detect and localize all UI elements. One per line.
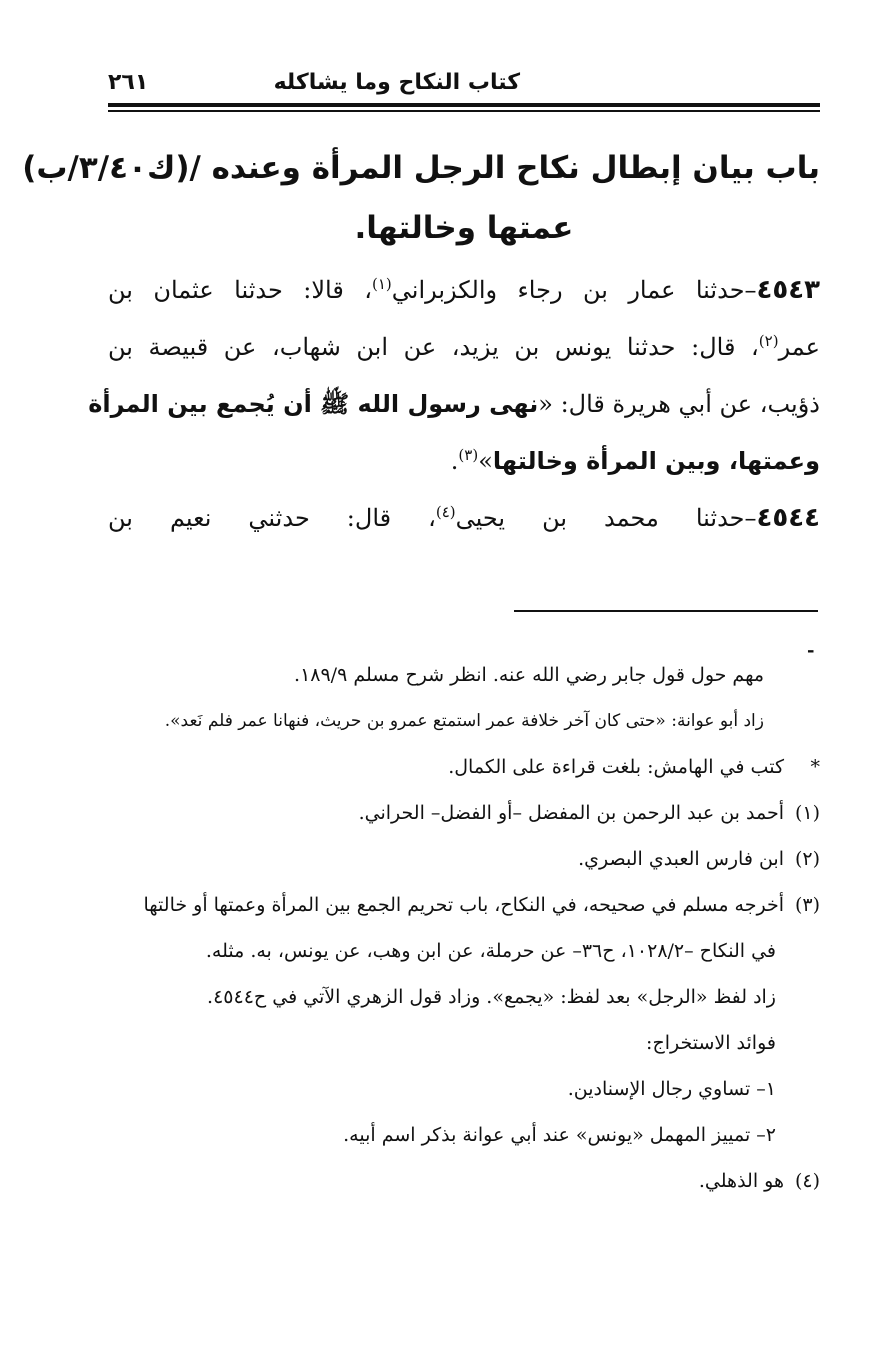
footnote-star bbox=[108, 744, 820, 790]
footnote-3-line-6: ٢– تمييز المهمل «يونس» عند أبي عوانة بذكر اسم أبيه. bbox=[343, 1124, 776, 1146]
footnote-2-marker: (٢) bbox=[794, 848, 820, 870]
footnote-1-text: أحمد بن عبد الرحمن بن المفضل –أو الفضل– الحراني. bbox=[358, 802, 784, 824]
footnote-ref-2: (٢) bbox=[758, 332, 779, 350]
footnote-separator bbox=[514, 610, 818, 612]
chapter-title-line-1: باب بيان إبطال نكاح الرجل المرأة وعنده /(ك٣/٤٠/ب) bbox=[22, 150, 820, 186]
hadith-4543-quote-close: » bbox=[478, 447, 493, 475]
footnote-3-marker: (٣) bbox=[794, 894, 820, 916]
footnote-continued-2: زاد أبو عوانة: «حتى كان آخر خلافة عمر استمتع عمرو بن حريث، فنهانا عمر فلم نَعد». bbox=[164, 711, 764, 731]
footnote-2 bbox=[108, 836, 820, 882]
hadith-number-4543: ٤٥٤٣ bbox=[756, 275, 821, 305]
footnote-3 bbox=[108, 882, 820, 928]
hadith-text bbox=[88, 262, 821, 547]
hadith-4543-matn-b: وعمتها، وبين المرأة وخالتها bbox=[492, 447, 820, 475]
footnote-1-marker: (١) bbox=[794, 802, 820, 824]
hadith-4543-line-1 bbox=[108, 262, 820, 319]
hadith-4543-matn-a: نهى رسول الله ﷺ أن يُجمع بين المرأة bbox=[88, 390, 539, 418]
hadith-4543-line-3 bbox=[88, 376, 820, 433]
running-header-title: كتاب النكاح وما يشاكله bbox=[273, 70, 520, 95]
footnote-ref-1: (١) bbox=[371, 275, 392, 293]
hadith-number-4544: ٤٥٤٤ bbox=[756, 503, 820, 533]
footnote-3-line-2: في النكاح –١٠٢٨/٢، ح٣٦– عن حرملة، عن ابن وهب، عن يونس، به. مثله. bbox=[205, 940, 776, 962]
star-marker: * bbox=[810, 756, 820, 778]
footnotes bbox=[108, 652, 820, 1204]
footnote-3-line-4: فوائد الاستخراج: bbox=[646, 1032, 776, 1054]
footnote-4 bbox=[108, 1158, 820, 1204]
footnote-3-line-3: زاد لفظ «الرجل» بعد لفظ: «يجمع». وزاد قول الزهري الآتي في ح٤٥٤٤. bbox=[207, 986, 776, 1008]
footnote-1 bbox=[108, 790, 820, 836]
footnote-ref-4: (٤) bbox=[435, 503, 456, 521]
footnote-3-text-1: أخرجه مسلم في صحيحه، في النكاح، باب تحريم الجمع بين المرأة وعمتها أو خالتها bbox=[143, 894, 784, 916]
stray-mark: - bbox=[807, 640, 815, 661]
hadith-4543-isnad-b: ، قالا: حدثنا عثمان بن bbox=[108, 276, 372, 304]
chapter-heading bbox=[22, 138, 820, 258]
footnote-ref-3: (٣) bbox=[458, 446, 479, 464]
footnote-2-text: ابن فارس العبدي البصري. bbox=[578, 848, 784, 870]
hadith-4543-isnad-d: ، قال: حدثنا يونس بن يزيد، عن ابن شهاب، عن قبيصة بن bbox=[108, 333, 759, 361]
header-rule-thick bbox=[108, 103, 820, 107]
footnote-continued-1: مهم حول قول جابر رضي الله عنه. انظر شرح مسلم ١٨٩/٩. bbox=[294, 664, 764, 686]
footnote-4-text: هو الذهلي. bbox=[698, 1170, 784, 1192]
hadith-4544-line-1 bbox=[108, 490, 820, 547]
footnote-4-marker: (٤) bbox=[794, 1170, 820, 1192]
hadith-4543-line-4 bbox=[108, 433, 820, 490]
hadith-4543-line-2 bbox=[108, 319, 820, 376]
page-number: ٢٦١ bbox=[108, 70, 149, 95]
chapter-title-line-2: عمتها وخالتها. bbox=[354, 210, 574, 246]
footnote-3-line-5: ١– تساوي رجال الإسنادين. bbox=[567, 1078, 776, 1100]
header-rule-thin bbox=[108, 110, 820, 112]
hadith-4543-isnad-a: –حدثنا عمار بن رجاء والكزبراني bbox=[391, 276, 757, 304]
hadith-4544-isnad-a: –حدثنا محمد بن يحيى bbox=[455, 504, 757, 532]
hadith-4544-isnad-b: ، قال: حدثني نعيم بن bbox=[108, 504, 436, 532]
hadith-4543-end: . bbox=[450, 447, 459, 475]
hadith-4543-isnad-c: عمر bbox=[778, 333, 820, 361]
running-header bbox=[108, 66, 820, 102]
hadith-4543-isnad-e: ذؤيب، عن أبي هريرة قال: « bbox=[538, 390, 820, 418]
footnote-star-text: كتب في الهامش: بلغت قراءة على الكمال. bbox=[448, 756, 784, 778]
